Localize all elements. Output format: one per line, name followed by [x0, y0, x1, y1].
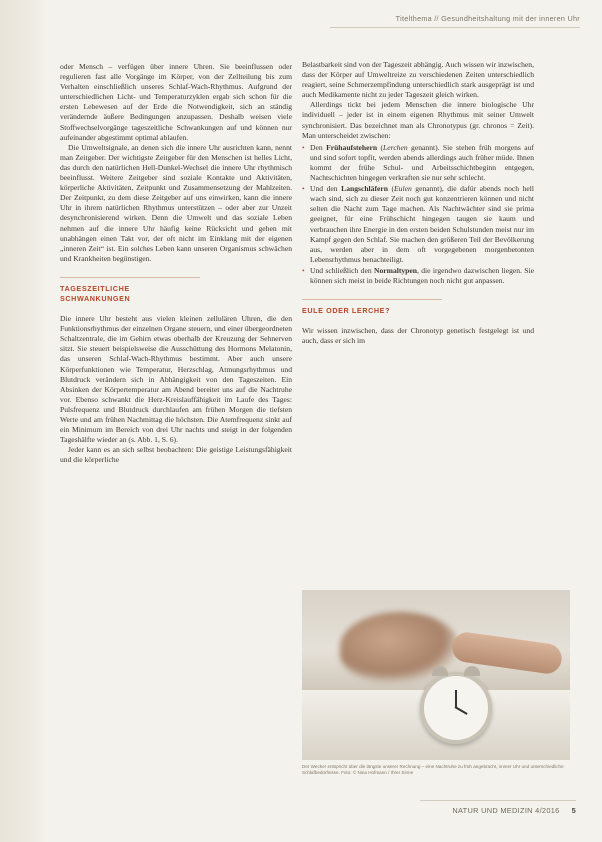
left-column [60, 62, 292, 465]
right-column [302, 60, 534, 346]
list-item: • Und schließlich den Normaltypen, die irgendwo dazwischen liegen. Sie können sich meist in beide Richtungen noch nicht gut anpassen. [302, 266, 534, 286]
list-item: • Und den Langschläfern (Eulen genannt), die dafür abends noch hell wach sind, sich zu dieser Zeit noch gut konzentrieren können und nicht selten die Nacht zum Tage machen. Als Nachtwächter sind sie prima geeignet, für eine Frühschicht hingegen taugen sie kaum und verbrauchen ihre Energie in den ersten beiden Schulstunden meist nur im Kampf gegen den Schlaf. Sie machen den größeren Teil der Bevölkerung aus, werden aber in dem oft vorgegebenen morgenbetonten Lebensrhythmus benachteiligt. [302, 184, 534, 265]
alarm-clock-icon [420, 672, 492, 744]
photo-caption: Der Wecker entspricht über die längste unserer Rechnung – eine Nachtruhe zu früh angebracht, immer Uhr und unterschiedliche Schlafbedürfnisse. Foto: © Nina Hofmann / Ihrer Sinne [302, 764, 564, 775]
page-number: 5 [571, 806, 576, 815]
page-footer [452, 806, 576, 815]
chronotype-list [302, 143, 534, 286]
body-paragraph: Jeder kann es an sich selbst beobachten: Die geistige Leistungsfähigkeit und die körperliche [60, 445, 292, 465]
body-paragraph: Allerdings tickt bei jedem Menschen die innere biologische Uhr individuell – jeder ist in einem eigenen Rhythmus mit seiner Umwelt synchronisiert. Das bezeichnet man als Chronotypus (gr. chronos = Zeit). Man unterscheidet zwischen: [302, 100, 534, 140]
body-paragraph: Wir wissen inzwischen, dass der Chronotyp genetisch festgelegt ist und auch, dass er sich im [302, 326, 534, 346]
list-item: • Den Frühaufstehern (Lerchen genannt). Sie stehen früh morgens auf und sind sofort topfit, werden abends allerdings auch früher müde. Ihnen kommt der frühe Schul- und Arbeitsschichtbeginn entgegen, Nachtschichten hingegen verkraften sie nur sehr schlecht. [302, 143, 534, 183]
running-head: Titelthema // Gesundheitshaltung mit der inneren Uhr [395, 14, 580, 23]
body-paragraph: Belastbarkeit sind von der Tageszeit abhängig. Auch wissen wir inzwischen, dass der Körper auf Umweltreize zu verschiedenen Zeiten unterschiedlich reagiert, seine Schmerzempfindung unterschiedlich stark ausgeprägt ist und auch Medikamente nicht zu jeder Tageszeit gleich wirken. [302, 60, 534, 100]
page-gutter-shadow [0, 0, 46, 842]
alarm-clock-photo [302, 590, 570, 760]
body-paragraph: Die Umweltsignale, an denen sich die innere Uhr ausrichten kann, nennt man Zeitgeber. Der wichtigste Zeitgeber für den Menschen ist helles Licht, das durch den natürlichen Hell-Dunkel-Wechsel die innere Uhr rhythmisch beeinflusst. Weitere Zeitgeber sind soziale Kontakte und Aktivitäten, körperliche Aktivitäten, Zeitpunkt und Zusammensetzung der Mahlzeiten. Der Zeitpunkt, zu dem diese Zeitgeber auf uns einwirken, kann die innere Uhr in ihrem natürlichen Rhythmus unterstützen – oder aber zur Unzeit desynchronisierend wirken. Denn die Umwelt und das soziale Leben nehmen auf die innere Uhr häufig keine Rücksicht und gehen mit unabhängen einen Takt vor, der oft nicht im Einklang mit der eigenen „inneren Zeit“ ist. Ein solches Leben kann unseren Organismus schwächen und Krankheiten begünstigen. [60, 142, 292, 263]
magazine-name: NATUR UND MEDIZIN 4/2016 [452, 806, 560, 815]
section-heading: TAGESZEITLICHE SCHWANKUNGEN [60, 277, 200, 304]
body-paragraph: Die innere Uhr besteht aus vielen kleinen zellulären Uhren, die den Funktionsrhythmus der einzelnen Organe steuern, und einer übergeordneten Schaltzentrale, die im Gehirn etwas oberhalb der Kreuzung der Sehnerven sitzt. Sie steuert beispielsweise die Ausschüttung des Hormons Melatonin, das unseren Schlaf-Wach-Rhythmus bestimmt. Aber auch unsere Körperfunktionen wie Temperatur, Herzschlag, Atmungsrhythmus und Blutdruck verändern sich in Abhängigkeit von den Tageszeiten. Ein Absinken der Körpertemperatur am Abend bereitet uns auf die Nachtruhe vor. Ebenso schwankt die Herz-Kreislauffähigkeit im Laufe des Tages: Pulsfrequenz und Blutdruck durchlaufen am frühen Morgen die tiefsten Werte und am frühen Nachmittag die höchsten. Die Atemfrequenz sinkt auf ein Minimum im Bereich von drei Uhr nachts und steigt in der folgenden Tageshälfte wieder an (s. Abb. 1, S. 6). [60, 314, 292, 445]
footer-rule [420, 800, 576, 801]
section-heading: EULE ODER LERCHE? [302, 299, 442, 316]
body-paragraph: oder Mensch – verfügen über innere Uhren. Sie beeinflussen oder regulieren fast alle Vorgänge im Körper, von der Zellteilung bis zum Verhalten einschließlich unseres Schlaf-Wach-Rhythmus. Aufgrund der unterschiedlichen Licht- und Temperaturzyklen ergab sich schon für die ersten Lebewesen auf der Erde die Notwendigkeit, sich an ständig verändernde äußere Bedingungen anzupassen. Deshalb weisen viele Stoffwechselvorgänge tageszeitliche Schwankungen auf und können nur aufeinander abgestimmt optimal ablaufen. [60, 62, 292, 142]
header-rule [330, 27, 580, 28]
